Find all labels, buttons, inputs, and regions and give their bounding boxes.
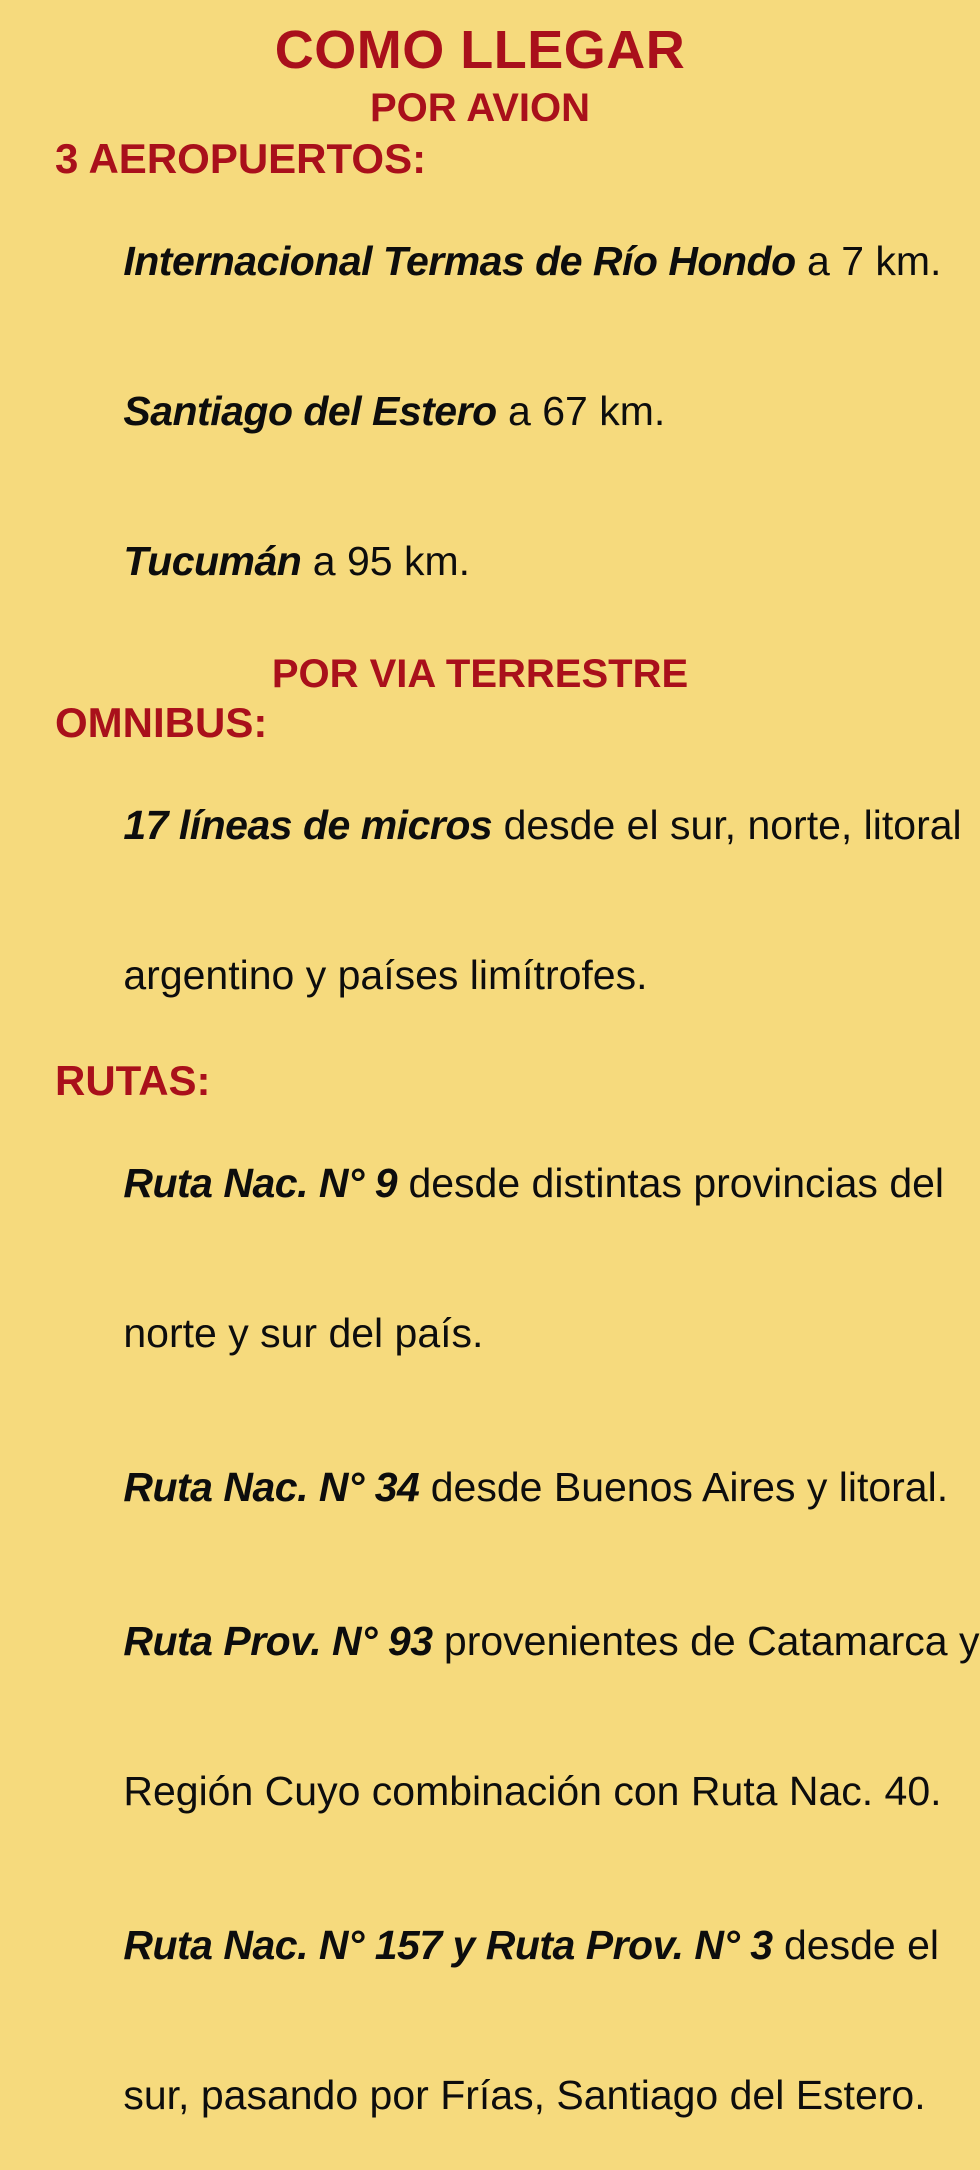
text-line	[55, 1566, 980, 1716]
airport-line	[55, 486, 960, 636]
airport-distance: a 95 km.	[301, 538, 470, 584]
route-name: Ruta Nac. N° 34	[123, 1464, 420, 1510]
text-line	[55, 1258, 960, 1408]
subheading-omnibus: OMNIBUS:	[55, 699, 268, 746]
route-text: desde distintas provincias del	[397, 1160, 945, 1206]
airport-list	[0, 186, 960, 636]
route-text: norte y sur del país.	[123, 1310, 484, 1356]
airport-line	[55, 336, 960, 486]
section-heading-por-via-terrestre: POR VIA TERRESTRE	[271, 652, 689, 696]
text-line	[55, 1108, 960, 1258]
route-text: desde el	[772, 1922, 940, 1968]
airport-name: Tucumán	[123, 538, 302, 584]
omnibus-text: argentino y países limítrofes.	[123, 952, 648, 998]
text-line	[55, 1716, 960, 1866]
airport-name: Santiago del Estero	[123, 388, 497, 434]
airport-line	[55, 186, 960, 336]
omnibus-paragraph	[0, 750, 960, 1050]
airport-distance: a 67 km.	[496, 388, 666, 434]
subheading-aeropuertos: 3 AEROPUERTOS:	[55, 135, 427, 182]
route-paragraph	[0, 1412, 960, 1562]
route-text: Región Cuyo combinación con Ruta Nac. 40.	[123, 1768, 942, 1814]
route-name: Ruta Nac. N° 9	[123, 1160, 398, 1206]
text-line	[55, 1870, 960, 2020]
route-paragraph	[0, 1108, 960, 1408]
airport-distance: a 7 km.	[795, 238, 942, 284]
omnibus-lead: 17 líneas de micros	[123, 802, 493, 848]
omnibus-text: desde el sur, norte, litoral	[492, 802, 962, 848]
airport-name: Internacional Termas de Río Hondo	[123, 238, 796, 284]
route-name: Ruta Prov. N° 93	[123, 1618, 433, 1664]
route-text: sur, pasando por Frías, Santiago del Estero.	[123, 2072, 926, 2118]
page-title: COMO LLEGAR	[274, 20, 686, 80]
text-line	[55, 1412, 960, 1562]
route-text: desde Buenos Aires y litoral.	[419, 1464, 949, 1510]
section-heading-por-avion: POR AVION	[369, 86, 591, 130]
route-paragraph	[0, 1870, 960, 2170]
route-paragraph	[0, 1566, 980, 1866]
text-line	[55, 2020, 960, 2170]
text-line	[55, 750, 960, 900]
text-line	[55, 900, 960, 1050]
route-text: provenientes de Catamarca y	[432, 1618, 980, 1664]
route-name: Ruta Nac. N° 157 y Ruta Prov. N° 3	[123, 1922, 773, 1968]
subheading-rutas: RUTAS:	[55, 1057, 211, 1104]
